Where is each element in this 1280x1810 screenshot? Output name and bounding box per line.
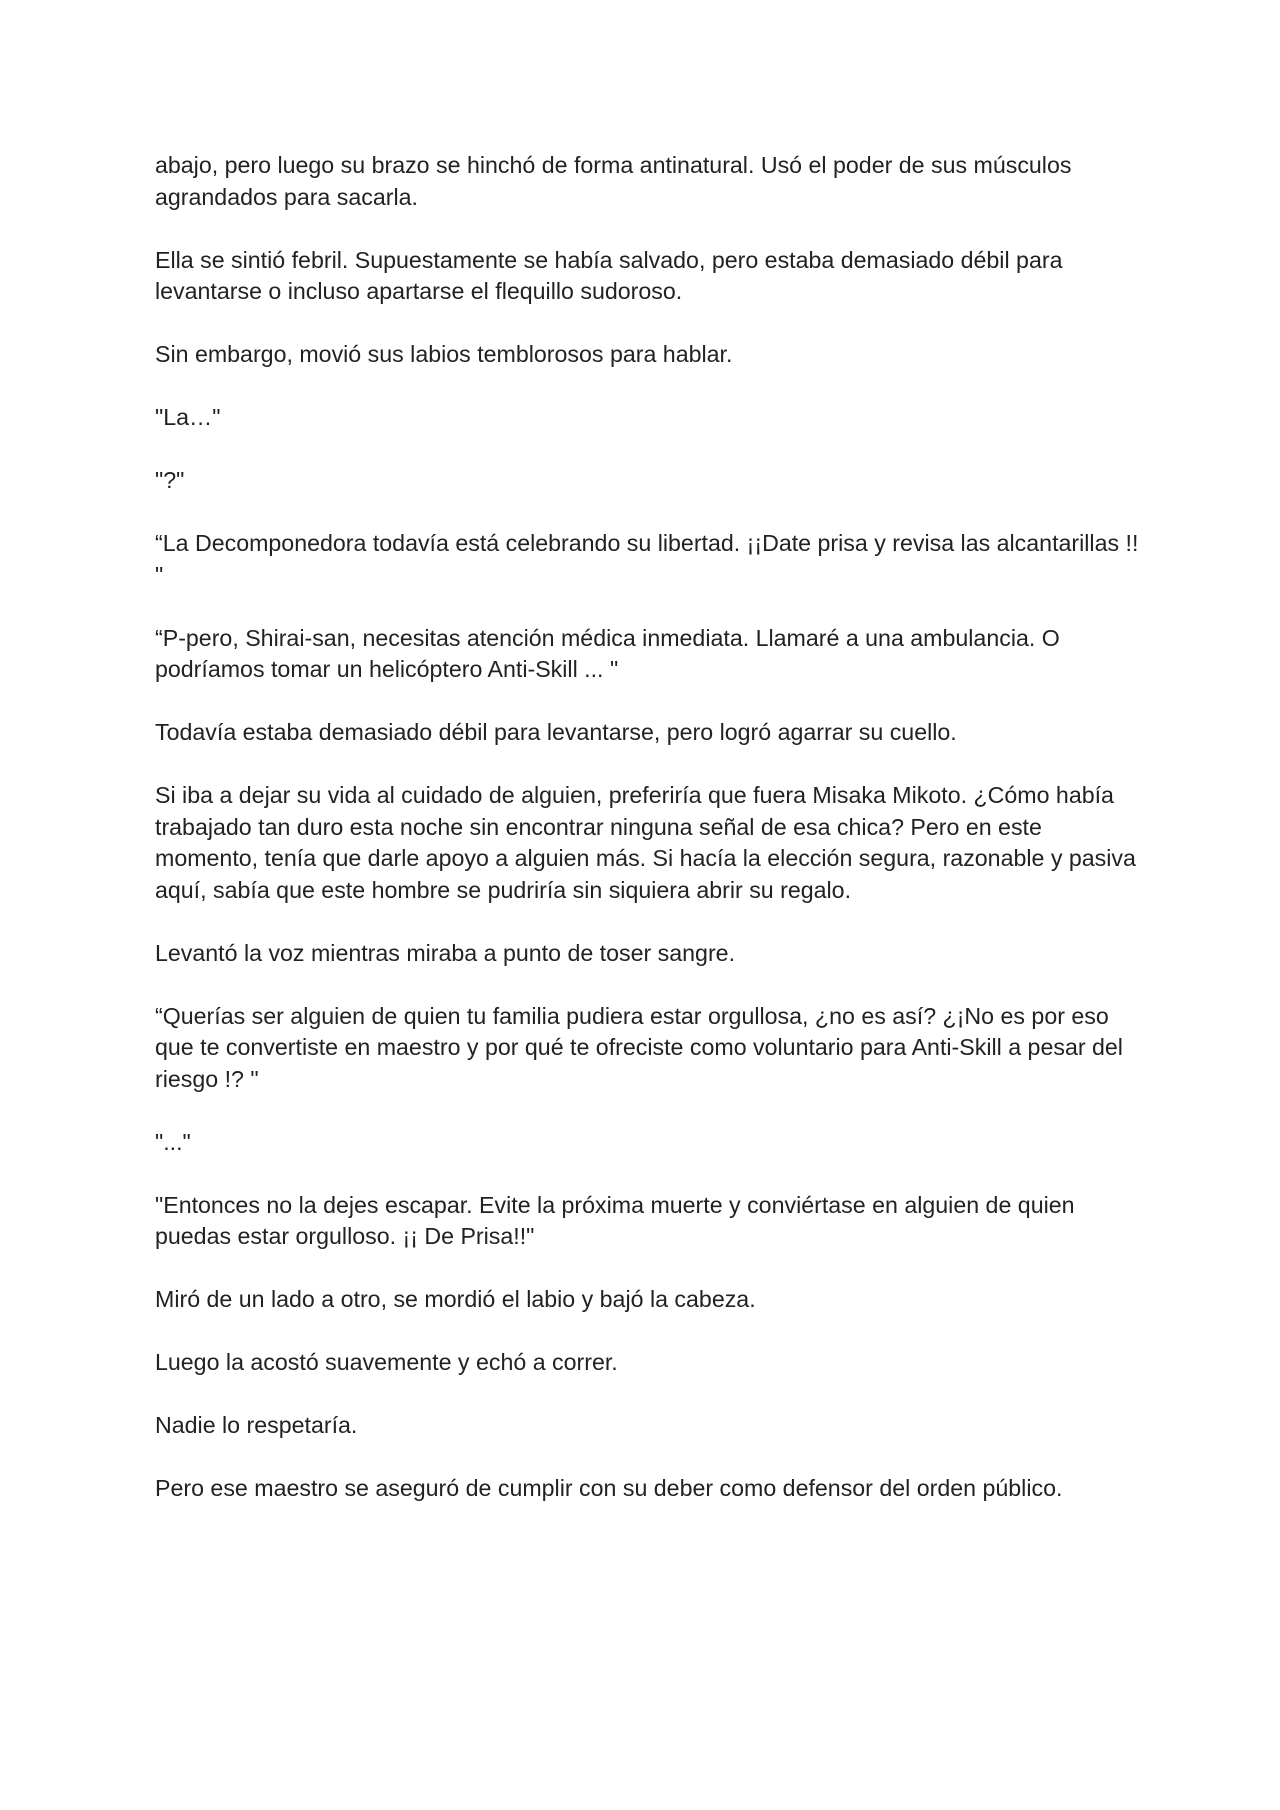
paragraph: "La…": [155, 404, 221, 430]
paragraph: Sin embargo, movió sus labios temblorosos para hablar.: [155, 341, 733, 367]
paragraph: "?": [155, 467, 185, 493]
paragraph: "...": [155, 1128, 191, 1155]
paragraph: Miró de un lado a otro, se mordió el labio y bajó la cabeza.: [155, 1286, 756, 1312]
paragraph: Luego la acostó suavemente y echó a correr.: [155, 1349, 618, 1375]
paragraph: Pero ese maestro se aseguró de cumplir con su deber como defensor del orden público.: [155, 1475, 1063, 1501]
paragraph: Ella se sintió febril. Supuestamente se había salvado, pero estaba demasiado débil para levantarse o incluso apartarse el flequillo sudoroso.: [155, 246, 1063, 304]
paragraph: Nadie lo respetaría.: [155, 1412, 358, 1438]
paragraph: “La Decomponedora todavía está celebrando su libertad. ¡¡Date prisa y revisa las alcantarillas !! ": [155, 530, 1139, 588]
document-body: [155, 150, 1140, 1536]
paragraph: “P-pero, Shirai-san, necesitas atención médica inmediata. Llamaré a una ambulancia. O podríamos tomar un helicóptero Anti-Skill ... ": [155, 624, 1060, 682]
paragraph: abajo, pero luego su brazo se hinchó de forma antinatural. Usó el poder de sus músculos agrandados para sacarla.: [155, 152, 1072, 210]
paragraph: "Entonces no la dejes escapar. Evite la próxima muerte y conviértase en alguien de quien puedas estar orgulloso. ¡¡ De Prisa!!": [155, 1191, 1075, 1249]
paragraph: Todavía estaba demasiado débil para levantarse, pero logró agarrar su cuello.: [155, 719, 957, 745]
paragraph: Si iba a dejar su vida al cuidado de alguien, preferiría que fuera Misaka Mikoto. ¿Cómo había trabajado tan duro esta noche sin encontrar ninguna señal de esa chica? Pero en este momento, tenía que darle apoyo a alguien más. Si hacía la elección segura, razonable y pasiva aquí, sabía que este hombre se pudriría sin siquiera abrir su regalo.: [155, 782, 1136, 903]
paragraph: Levantó la voz mientras miraba a punto de toser sangre.: [155, 939, 736, 966]
paragraph: “Querías ser alguien de quien tu familia pudiera estar orgullosa, ¿no es así? ¿¡No es por eso que te convertiste en maestro y por qué te ofreciste como voluntario para Anti-Skill a pesar del riesgo !? ": [155, 1002, 1123, 1092]
